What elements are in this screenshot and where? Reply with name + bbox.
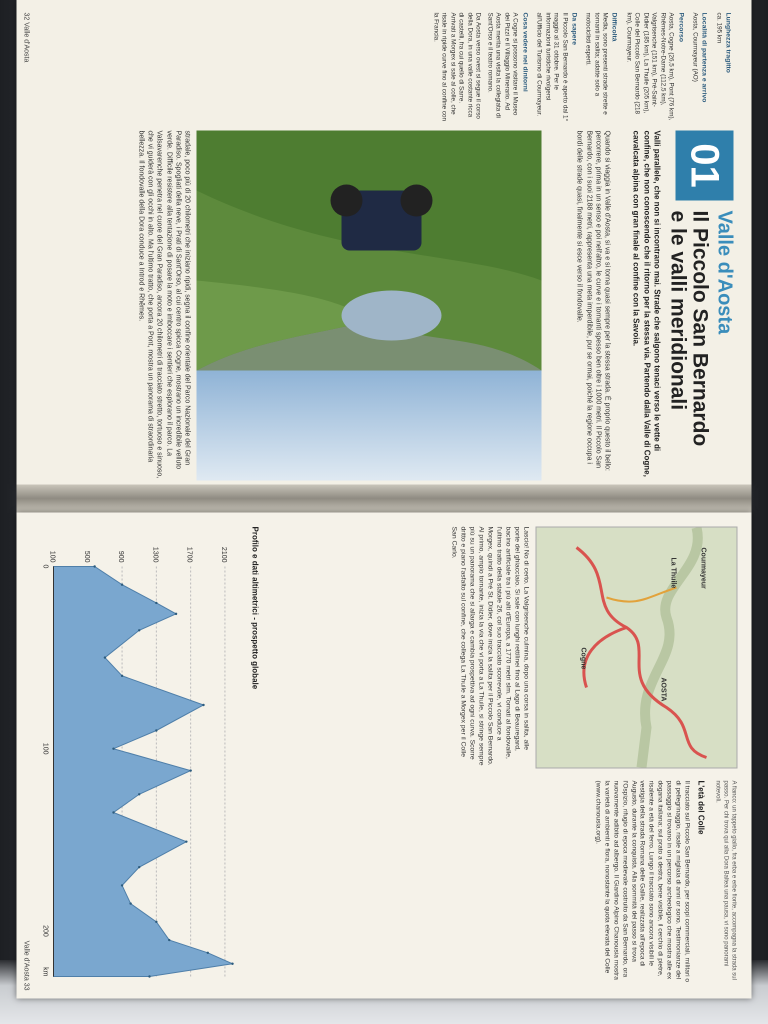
elevation-point (112, 811, 114, 813)
map-label-aosta: AOSTA (659, 677, 667, 702)
sidebar-text: Il tracciato sul Piccolo San Bernardo, per scopi commerciali, militari o di pellegrinaggio, risale a migliaia di anni or sono. Testimonianze del passaggio si trovano in un percorso archeologico che mostra alle ex dogana italiana; sul prato a destra, bene visibile, il cerchio di pietre, risalente a età del ferro. Lungo il tracciato sono ancora visibili le vestigia della strada Romana delle Gallie, realizzata all'epoca di Augusto, durante la conquista. Alla sommità del passo si trova l'Ospizio, rifugio di epoca medievale costruito da San Bernardo, ora nuovamente adibito ad albergo. Il Giardino Alpino Chanousia mostra la varietà di ambienti e flora, nonostante la quota elevata del Colle (www.chanousia.org). (594, 780, 691, 983)
route-map (536, 527, 738, 769)
sidebar-title: L'età del Colle (696, 780, 706, 835)
book-spread (17, 0, 752, 999)
sidebar-heading: Lunghezza tragitto (724, 12, 732, 73)
y-tick-label: 2100 (219, 546, 227, 563)
elevation-point (121, 675, 123, 677)
photo-caption: A fianco: un tappeto giallo, fra erba e erbe fiorite, accompagna la strada sul passo. Per chi trova qui alla Dora Baltea una pausa, vi sono panorami notevoli. (714, 780, 737, 980)
sidebar-heading: Percorso (677, 12, 685, 42)
elevation-point (129, 902, 131, 904)
elevation-point (138, 793, 140, 795)
page-footer-right (23, 941, 30, 991)
elevation-area (54, 567, 233, 977)
right-sidebar (268, 781, 738, 986)
y-tick-label: 900 (117, 550, 125, 563)
page-number-left (23, 13, 30, 63)
elevation-point (121, 884, 123, 886)
elevation-point (202, 704, 204, 706)
page-number: 33 (22, 982, 30, 991)
elevation-point (138, 629, 140, 631)
elevation-point (93, 565, 95, 567)
body-paragraph-2: stradale, poco più di 20 chilometri che iniziano ripidi, segna il confine orientale del Parco Nazionale del Gran Paradiso. Spogliati della neve, i Prati di Sant'Orso, al cui centro spicca Cogne, mostrano un incredibile velluto verde. Difficile resistere alla tentazione di posare la moto e imboccare i sentieri che esplorano il parco. La Valsavarenche penetra nel cuore del Gran Paradiso, ancora 20 chilometri di tracciato stretto, tortuoso e sinuoso, che vi guiderà con gli occhi in alto. Ma l'ultimo tratto, che porta a Pont, mostra un panorama di straordinaria bellezza. Il fondovalle della Dora conduce a Introd e Rhêmes. (137, 130, 191, 479)
sidebar-heading: Località di partenza e arrivo (700, 12, 708, 103)
y-tick-label: 100 (48, 550, 56, 563)
info-sidebar (38, 13, 738, 123)
y-tick-label: 1700 (185, 546, 193, 563)
elevation-point (138, 866, 140, 868)
elevation-point (121, 584, 123, 586)
map-label-courmayeur: Courmayeur (699, 547, 707, 589)
sidebar-text: Aosta, Cogne (26,5 km), Pont (76 km), Rhêmes-Notre-Dame (112,5 km), Valgrisenche (151 km), Pré-Saint-Didier (185 km), La Thuile (205 km), Colle del Piccolo San Bernardo (218 km), Courmayeur. (625, 12, 675, 121)
y-tick-label: 500 (82, 550, 90, 563)
map-label-lathuile: La Thuile (669, 557, 677, 589)
y-tick-label: 1300 (151, 546, 159, 563)
sidebar-text: Aosta, Courmayeur (AO) (691, 12, 699, 82)
sidebar-heading: Cosa vedere nei dintorni (521, 12, 529, 92)
body-paragraph: Quando si viaggia in Valle d'Aosta, si va e si torna quasi sempre per la stessa strada. È proprio questo il bello: percorrere, prima in un senso e poi nell'altro, le curve e i tornanti spesso ben oltre i 1000 metri. Il Piccolo San Bernardo, con i suoi 2188 metri, rappresenta una meta imperdibile, pur se ormai, poiché la regione occupa i bordi delle strade quasi, finalmente si esce verso il fondovalle. (575, 130, 611, 472)
page-number: 32 (22, 12, 30, 21)
elevation-point (112, 748, 114, 750)
chapter-number: 01 (676, 131, 734, 201)
map-label-cogne: Cogne (579, 647, 587, 670)
book-gutter (17, 485, 752, 513)
sidebar-text: Il Piccolo San Bernardo è aperto dal 1° maggio al 31 ottobre. Per le informazioni turistiche rivolgersi all'Ufficio del Turismo di Courmayeur. (535, 12, 569, 122)
elevation-point (168, 939, 170, 941)
chapter-title-line1: Il Piccolo San Bernardo (688, 210, 712, 447)
elevation-point (155, 921, 157, 923)
sidebar-heading: Difficoltà (610, 12, 618, 42)
elevation-point (207, 952, 209, 954)
lead-paragraph: Valli parallele, che non si incontrano mai. Strade che salgono tenaci verso le vette di confine, che non conoscendo che il ritorno per la stessa via. Partendo dalla Valle di Cogne, cavalcata alpina con gran finale al confine con la Savoia. (631, 130, 662, 477)
chapter-title-line2: e le valli meridionali (666, 210, 690, 411)
x-tick-label: 200 (41, 925, 49, 937)
elevation-profile-chart (34, 527, 244, 987)
sidebar-text: ca. 195 km (715, 12, 723, 44)
x-tick-label: 100 (41, 742, 49, 755)
sidebar-extra-text: Da Aosta verso ovest si segue il corso della Dora, in una valle costante ricca di castelli, fra cui quello di Sarre. Arrivati a Morgex si sale al colle, che risale in ripide curve fino al confine con la Francia. (432, 12, 482, 122)
elevation-point (231, 963, 233, 965)
profile-title: Profilo e dati altimetrici - prospetto globale (250, 526, 260, 690)
elevation-point (155, 602, 157, 604)
elevation-point (148, 975, 150, 977)
x-tick-label: 0 (41, 564, 49, 569)
elevation-point (189, 769, 191, 771)
elevation-point (155, 729, 157, 731)
right-page (17, 513, 752, 999)
right-body-text: Lascio! No di certo. La Valgrisenche culmina, dopo una corsa in salita, alle porte del ghiacciaio. Si sale con lunghi rettilinei fino al Lago di Beauregard, bacino artificiale tra i più alti d'Europa, a 1770 metri slm. Tornati al fondovalle, l'ultimo tratto della statale 26, col suo tracciato scorrevole, vi conduce a Morgex, quindi a Pré St. Didier, dove inizia la salita per il Piccolo San Bernardo. Al primo, ampio tornante, inizia la via che vi porta a La Thuile, si stringe sempre più su un panorama che si allarga e cambia prospettiva ad ogni curva. Scorre dritto e piano l'asfalto sul confine, che collega La Thuile a Morgex per il Colle San Carlo. (450, 526, 530, 766)
sidebar-heading: Da sapere (570, 12, 578, 45)
left-page (17, 0, 752, 485)
elevation-point (104, 656, 106, 658)
x-axis-unit: km (41, 967, 49, 977)
elevation-point (175, 613, 177, 615)
sidebar-text: A Cogne si possono visitare il Museo dei Pizzi e il Villaggio Minerario. Ad Aosta merita una visita la collegiata di Sant'Orso e il teatro romano. (486, 12, 519, 118)
sidebar-text: Media, sono presenti strade strette e tornanti in salita; adatte solo a motociclisti esperti. (584, 12, 609, 115)
page-reference: Valle d'Aosta (22, 940, 30, 981)
elevation-profile-svg (34, 527, 244, 987)
region-title: Valle d'Aosta (713, 210, 736, 335)
landscape-photo (197, 131, 542, 481)
page-reference: Valle d'Aosta (22, 22, 30, 63)
elevation-point (185, 840, 187, 842)
